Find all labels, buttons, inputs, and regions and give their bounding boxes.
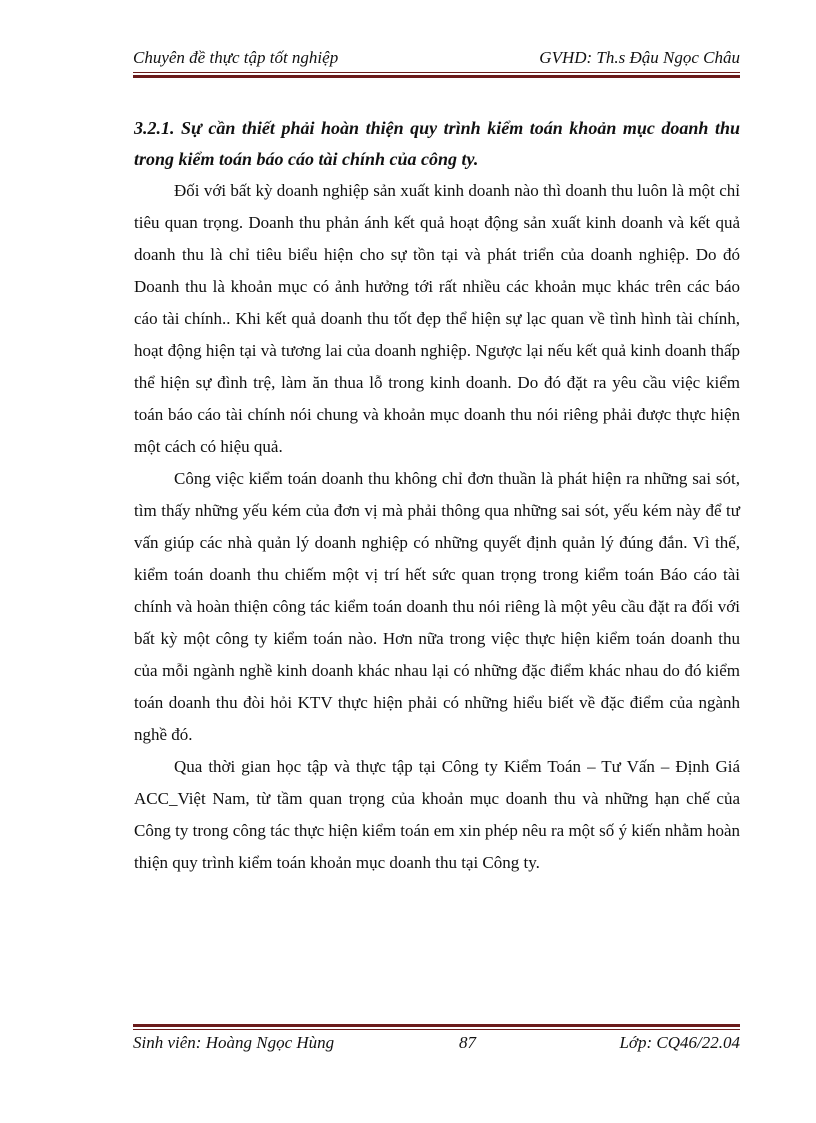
footer-divider: [133, 1024, 740, 1030]
page-body: [134, 113, 740, 879]
page-footer: [133, 1033, 740, 1057]
header-document-title: Chuyên đề thực tập tốt nghiệp: [133, 48, 339, 67]
paragraph-3: Qua thời gian học tập và thực tập tại Công ty Kiểm Toán – Tư Vấn – Định Giá ACC_Việt Nam, từ tầm quan trọng của khoản mục doanh thu và những hạn chế của Công ty trong công tác thực hiện kiểm toán em xin phép nêu ra một số ý kiến nhằm hoàn thiện quy trình kiểm toán khoản mục doanh thu tại Công ty.: [134, 757, 740, 872]
paragraph-1: Đối với bất kỳ doanh nghiệp sản xuất kinh doanh nào thì doanh thu luôn là một chỉ tiêu quan trọng. Doanh thu phản ánh kết quả hoạt động sản xuất kinh doanh và kết quả doanh thu là chỉ tiêu biểu hiện cho sự tồn tại và phát triển của doanh nghiệp. Do đó Doanh thu là khoản mục có ảnh hưởng tới rất nhiều các khoản mục khác trên các báo cáo tài chính.. Khi kết quả doanh thu tốt đẹp thể hiện sự lạc quan về tình hình tài chính, hoạt động hiện tại và tương lai của doanh nghiệp. Ngược lại nếu kết quả kinh doanh thấp thể hiện sự đình trệ, làm ăn thua lỗ trong kinh doanh. Do đó đặt ra yêu cầu việc kiểm toán báo cáo tài chính nói chung và khoản mục doanh thu nói riêng phải được thực hiện một cách có hiệu quả.: [134, 181, 740, 456]
page-header: [133, 48, 740, 70]
paragraph-2: Công việc kiểm toán doanh thu không chỉ đơn thuần là phát hiện ra những sai sót, tìm thấy những yếu kém của đơn vị mà phải thông qua những sai sót, yếu kém này để tư vấn giúp các nhà quản lý doanh nghiệp có những quyết định quản lý đúng đắn. Vì thế, kiểm toán doanh thu chiếm một vị trí hết sức quan trọng trong kiểm toán Báo cáo tài chính và hoàn thiện công tác kiểm toán doanh thu nói riêng là một yêu cầu đặt ra đối với bất kỳ một công ty kiểm toán nào. Hơn nữa trong việc thực hiện kiểm toán doanh thu của mỗi ngành nghề kinh doanh khác nhau lại có những đặc điểm khác nhau do đó kiểm toán doanh thu đòi hỏi KTV thực hiện phải có những hiểu biết về đặc điểm của ngành nghề đó.: [134, 469, 740, 744]
footer-class: Lớp: CQ46/22.04: [619, 1033, 740, 1052]
section-heading: 3.2.1. Sự cần thiết phải hoàn thiện quy trình kiểm toán khoản mục doanh thu trong kiểm toán báo cáo tài chính của công ty.: [134, 118, 740, 169]
page-number: 87: [459, 1033, 476, 1052]
footer-student: Sinh viên: Hoàng Ngọc Hùng: [133, 1033, 335, 1052]
header-divider: [133, 72, 740, 78]
header-supervisor: GVHD: Th.s Đậu Ngọc Châu: [539, 48, 740, 67]
